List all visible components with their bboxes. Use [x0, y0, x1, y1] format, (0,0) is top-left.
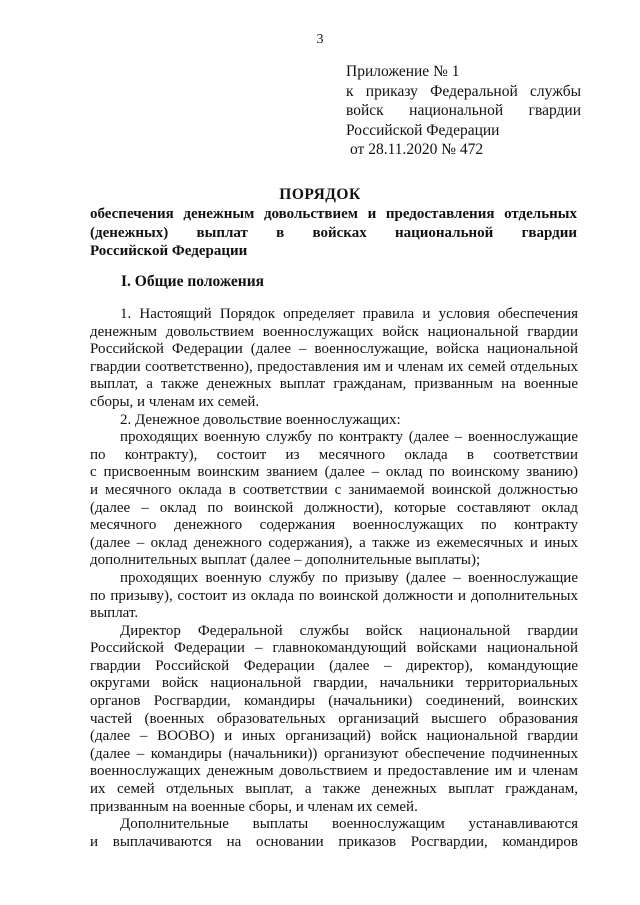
body-line: Российской Федерации – главнокомандующий войсками национальной: [90, 640, 578, 657]
document-title: ПОРЯДОК: [279, 186, 361, 203]
body-line: гвардии соответственно), предоставления им и членам их семей отдельных: [90, 358, 578, 375]
body-line: денежным довольствием военнослужащих войск национальной гвардии: [90, 323, 578, 340]
body-line: округами войск национальной гвардии, начальники территориальных: [90, 675, 578, 692]
body-line: проходящих военную службу по призыву (далее – военнослужащие: [120, 569, 578, 586]
body-line: проходящих военную службу по контракту (далее – военнослужащие: [120, 429, 578, 446]
subtitle-line: Российской Федерации: [90, 243, 248, 259]
body-line: гвардии Российской Федерации (далее – директор), командующие: [90, 657, 578, 674]
appendix-order-line: к приказу Федеральной службы: [346, 82, 581, 100]
body-line: и месячного оклада в соответствии с занимаемой воинской должностью: [90, 481, 578, 498]
appendix-country-line: Российской Федерации: [346, 121, 500, 139]
body-line: 2. Денежное довольствие военнослужащих:: [120, 411, 401, 428]
document-subtitle: [90, 205, 577, 261]
page-number: 3: [316, 32, 324, 47]
body-line: по призыву), состоит из оклада по воинской должности и дополнительных: [90, 587, 578, 604]
body-line: Российской Федерации (далее – военнослужащие, войска национальной: [90, 341, 578, 358]
body-line: сборы, и членам их семей.: [90, 393, 260, 410]
body-line: выплат.: [90, 605, 139, 622]
body-line: военнослужащих денежным довольствием и предоставление им и членам: [90, 763, 578, 780]
appendix-date-line: от 28.11.2020 № 472: [350, 141, 484, 158]
body-line: Директор Федеральной службы войск национальной гвардии: [120, 622, 578, 639]
section-heading: I. Общие положения: [121, 273, 265, 290]
body-line: частей (военных образовательных организаций высшего образования: [90, 710, 578, 727]
body-text: [90, 306, 578, 851]
body-line: их семей отдельных выплат, а также денежных выплат гражданам,: [90, 781, 578, 798]
body-line: (далее – ВООВО) и иных организаций) войск национальной гвардии: [90, 728, 578, 745]
body-line: (далее – командиры (начальники)) организуют обеспечение подчиненных: [90, 745, 578, 762]
body-line: призванным на военные сборы, и членам их семей.: [90, 798, 418, 815]
appendix-number: Приложение № 1: [346, 63, 460, 80]
body-line: по контракту), состоит из месячного оклада в соответствии: [90, 446, 578, 463]
body-line: месячного денежного содержания военнослужащих по контракту: [90, 517, 578, 534]
body-line: Дополнительные выплаты военнослужащим устанавливаются: [120, 816, 578, 833]
body-line: органов Росгвардии, командиры (начальники) соединений, воинских: [90, 693, 578, 710]
body-line: 1. Настоящий Порядок определяет правила и условия обеспечения: [120, 306, 578, 322]
body-line: (далее – оклад денежного содержания), а также из ежемесячных и иных: [90, 534, 578, 551]
subtitle-line: обеспечения денежным довольствием и предоставления отдельных: [90, 206, 577, 222]
body-line: выплат, а также денежных выплат гражданам, призванным на военные: [90, 376, 578, 393]
appendix-header: [346, 62, 581, 160]
body-line: с присвоенным воинским званием (далее – оклад по воинскому званию): [90, 464, 578, 481]
subtitle-line: (денежных) выплат в войсках национальной гвардии: [90, 224, 577, 241]
body-line: (далее – оклад по воинской должности), которые составляют оклад: [90, 499, 578, 516]
appendix-agency-line: войск национальной гвардии: [346, 102, 581, 119]
body-line: дополнительных выплат (далее – дополнительные выплаты);: [90, 552, 481, 569]
body-line: и выплачиваются на основании приказов Росгвардии, командиров: [90, 833, 578, 850]
